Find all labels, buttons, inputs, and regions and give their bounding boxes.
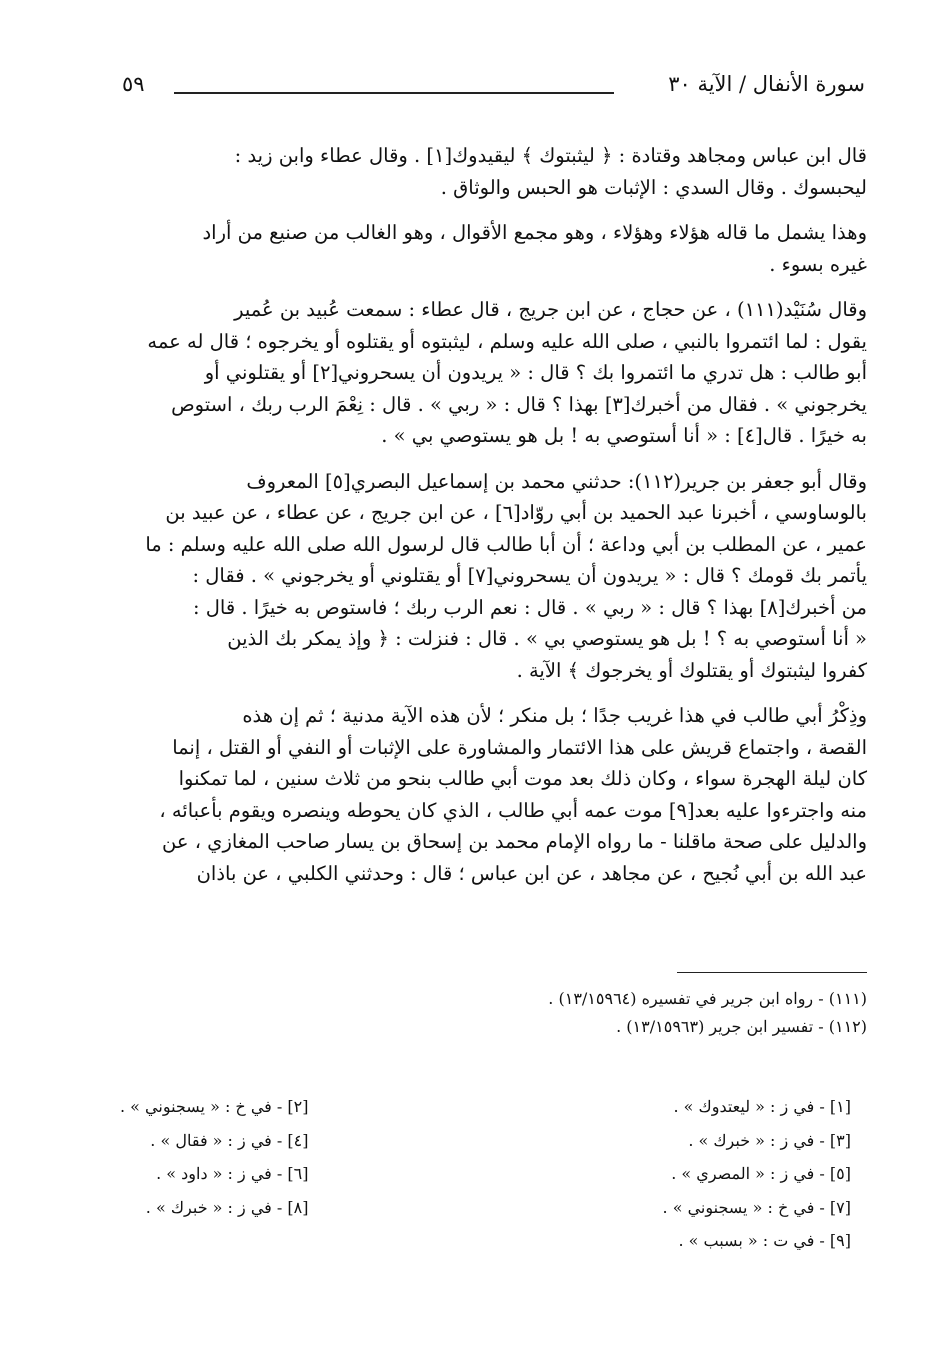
text-line: وهذا يشمل ما قاله هؤلاء وهؤلاء ، وهو مجمع الأقوال ، وهو الغالب من صنيع من أراد <box>202 221 867 244</box>
paragraph <box>96 466 867 687</box>
text-line: به خيرًا . قال[٤] : « أنا أستوصي به ! بل هو يستوصي بي » . <box>381 424 867 447</box>
text-line: غيره بسوء . <box>769 252 867 276</box>
text-line: عمير ، عن المطلب بن أبي وداعة ؛ أن أبا طالب قال لرسول الله صلى الله عليه وسلم : ما <box>145 532 867 556</box>
variants-left-column <box>120 1090 308 1258</box>
paragraph <box>96 217 867 280</box>
variant-note: [٤] - في ز : « فقال » . <box>150 1130 309 1150</box>
text-line: وقال أبو جعفر بن جرير(١١٢): حدثني محمد بن إسماعيل البصري[٥] المعروف <box>246 469 867 493</box>
variant-note: [٩] - في ت : « بسبب » . <box>678 1231 851 1250</box>
text-line: يأتمر بك قومك ؟ قال : « يريدون أن يسحروني[٧] أو يقتلوني أو يخرجوني » . فقال : <box>192 564 867 587</box>
paragraph <box>96 294 867 452</box>
variant-note: [٣] - في ز : « خبرك » . <box>688 1130 851 1150</box>
text-line: قال ابن عباس ومجاهد وقتادة : ﴿ ليثبتوك ﴾ ليقيدوك[١] . وقال عطاء وابن زيد : <box>234 144 867 167</box>
text-line: بالوساوسي ، أخبرنا عبد الحميد بن أبي روّاد[٦] ، عن ابن جريج ، عن عطاء ، عن عبيد بن <box>165 501 867 524</box>
footnote: (١١٢) - تفسير ابن جرير (١٣/١٥٩٦٣) . <box>616 1017 867 1036</box>
text-line: أبو طالب : هل تدري ما ائتمروا بك ؟ قال : « يريدون أن يسحروني[٢] أو يقتلوني أو <box>204 361 867 384</box>
header-rule <box>174 92 614 94</box>
text-line: يقول : لما ائتمروا بالنبي ، صلى الله عليه وسلم ، ليثبتوه أو يقتلوه أو يخرجوه ؛ قال له عمه <box>147 329 867 353</box>
text-line: والدليل على صحة ماقلنا - ما رواه الإمام محمد بن إسحاق بن يسار صاحب المغازي ، عن <box>162 830 867 853</box>
text-line: من أخبرك[٨] بهذا ؟ قال : « ربي » . قال : نعم الرب ربك ؛ فاستوص به خيرًا . قال : <box>192 595 867 619</box>
variants-right-column <box>663 1090 851 1258</box>
variant-note: [٨] - في ز : « خبرك » . <box>145 1197 309 1217</box>
main-text <box>96 140 867 903</box>
text-line: كان ليلة الهجرة سواء ، وكان ذلك بعد موت أبي طالب بنحو من ثلاث سنين ، لما تمكنوا <box>178 767 867 790</box>
paragraph <box>96 700 867 889</box>
text-line: عبد الله بن أبي نُجيح ، عن مجاهد ، عن ابن عباس ؛ قال : وحدثني الكلبي ، عن باذان <box>196 861 867 885</box>
textual-variants <box>110 1090 851 1258</box>
text-line: ليحبسوك . وقال السدي : الإثبات هو الحبس والوثاق . <box>440 175 867 199</box>
footnote-rule <box>677 972 867 973</box>
variant-note: [٢] - في خ : « يسجنوني » . <box>120 1097 309 1116</box>
paragraph <box>96 140 867 203</box>
running-title: سورة الأنفال / الآية ٣٠ <box>668 72 865 96</box>
text-line: « أنا أستوصي به ؟ ! بل هو يستوصي بي » . قال : فنزلت : ﴿ وإذ يمكر بك الذين <box>227 627 867 650</box>
variant-note: [٦] - في ز : « داود » . <box>156 1164 309 1183</box>
variant-note: [٥] - في ز : « المصري » . <box>671 1164 851 1183</box>
text-line: كفروا ليثبتوك أو يقتلوك أو يخرجوك ﴾ الآية . <box>516 658 867 682</box>
page-header <box>90 60 865 110</box>
variant-note: [٧] - في خ : « يسجنوني » . <box>662 1197 851 1217</box>
footnotes <box>96 972 867 1041</box>
page-number: ٥٩ <box>122 72 145 96</box>
footnote: (١١١) - رواه ابن جرير في تفسيره (١٣/١٥٩٦٤) . <box>548 989 867 1008</box>
text-line: وقال سُنَيْد(١١١) ، عن حجاج ، عن ابن جريج ، قال عطاء : سمعت عُبيد بن عُمير <box>234 298 867 321</box>
text-line: يخرجوني » . فقال من أخبرك[٣] بهذا ؟ قال : « ربي » . قال : نِعْمَ الرب ربك ، استوص <box>171 392 867 416</box>
text-line: منه واجترءوا عليه بعد[٩] موت عمه أبي طالب ، الذي كان يحوطه وينصره ويقوم بأعبائه ، <box>159 798 867 822</box>
variant-note: [١] - في ز : « ليعتدوك » . <box>673 1097 851 1116</box>
text-line: وذِكْرُ أبي طالب في هذا غريب جدًا ؛ بل منكر ؛ لأن هذه الآية مدنية ؛ ثم إن هذه <box>242 704 867 727</box>
text-line: القصة ، واجتماع قريش على هذا الائتمار والمشاورة على الإثبات أو النفي أو القتل ، إنما <box>172 735 867 759</box>
